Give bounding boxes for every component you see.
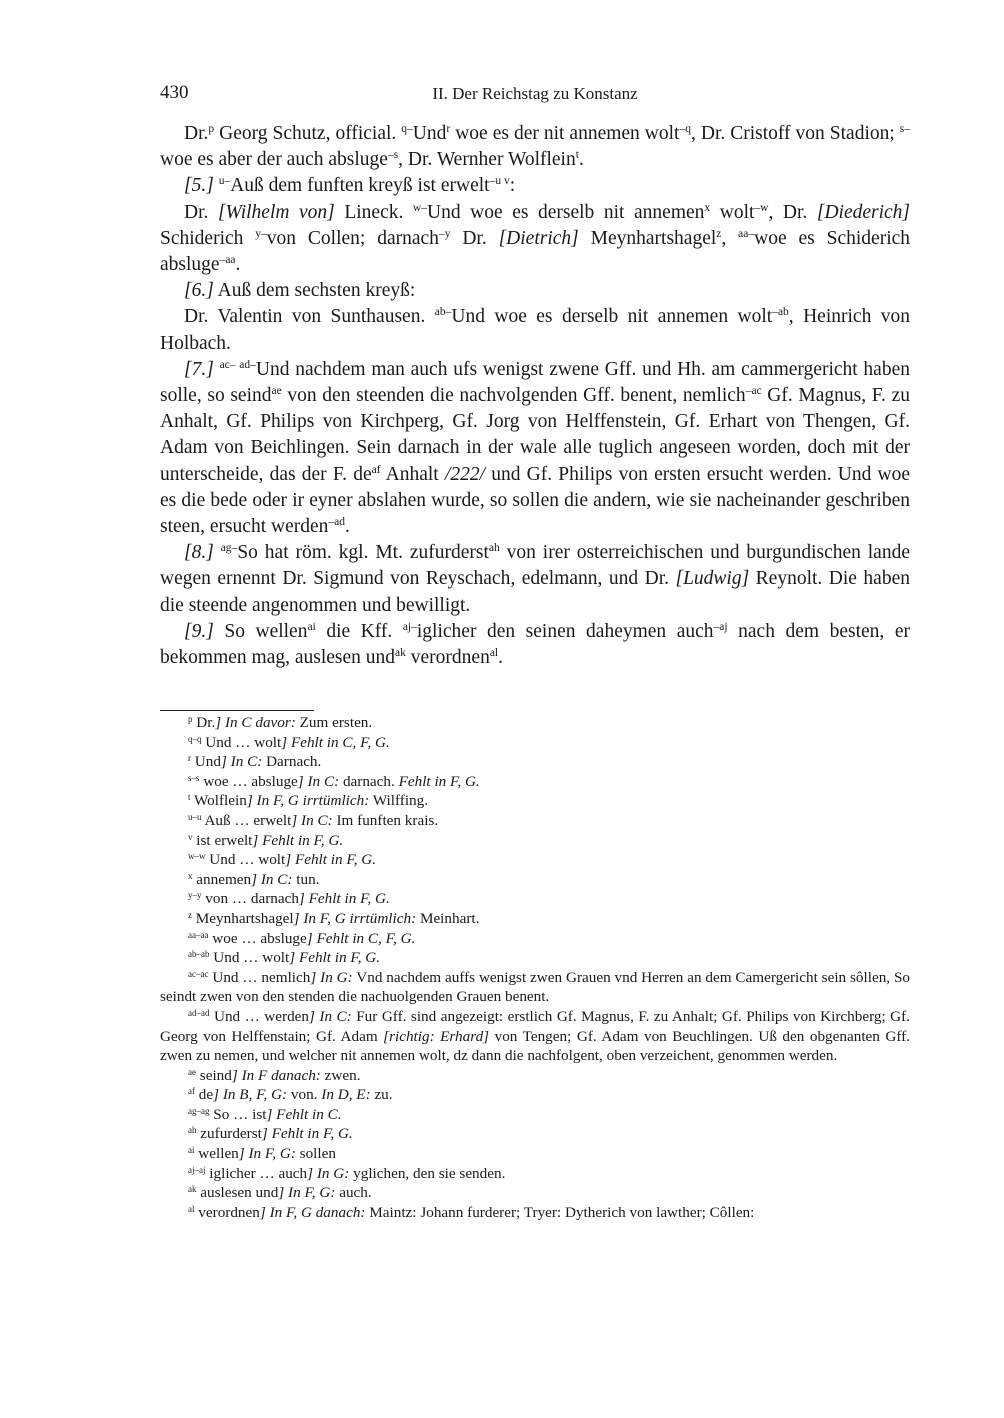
section-6-heading: [6.] Auß dem sechsten kreyß: xyxy=(184,280,416,302)
footnote-t: $^t$ Wolflein] In F, G irrtümlich: Wilffing. xyxy=(188,792,429,810)
paragraph-5: Dr. [Wilhelm von] Lineck. $^{w-}$Und woe es derselb nit annemen$^x$ wolt$^{-w}$, Dr. [Diederich] Schiderich $^{y-}$von Collen; darnach$^{-y}$ Dr. [Dietrich] Meynhartshagel$^z$, $^{aa-}$woe es Schiderich absluge$^{-aa}$. xyxy=(160,201,911,276)
footnote-q: $^{q-q}$ Und … wolt] Fehlt in C, F, G. xyxy=(188,733,390,751)
section-5-heading: [5.] $^{u-}$Auß dem funften kreyß ist erwelt$^{-u v}$: xyxy=(184,175,516,197)
section-number: [5.] xyxy=(184,175,214,197)
footnote-ae: $^{ae}$ seind] In F danach: zwen. xyxy=(188,1066,361,1084)
footnote-z: $^z$ Meynhartshagel] In F, G irrtümlich: Meinhart. xyxy=(188,909,480,927)
footnote-w: $^{w-w}$ Und … wolt] Fehlt in F, G. xyxy=(188,851,377,869)
footnote-s: $^{s-s}$ woe … absluge] In C: darnach. Fehlt in F, G. xyxy=(188,772,480,790)
footnote-x: $^x$ annemen] In C: tun. xyxy=(188,870,320,888)
section-number: [8.] xyxy=(184,542,214,564)
footnotes xyxy=(160,713,910,1222)
footnote-ai: $^{ai}$ wellen] In F, G: sollen xyxy=(188,1145,336,1163)
section-number: [7.] xyxy=(184,358,214,380)
paragraph-6: Dr. Valentin von Sunthausen. $^{ab-}$Und woe es derselb nit annemen wolt$^{-ab}$, Heinrich von Holbach. xyxy=(160,306,910,354)
page-number: 430 xyxy=(160,82,189,103)
footnote-aa: $^{aa-aa}$ woe … absluge] Fehlt in C, F, G. xyxy=(188,929,416,947)
footnote-p: $^p$ Dr.] In C davor: Zum ersten. xyxy=(188,714,373,731)
footnote-aj: $^{aj-aj}$ iglicher … auch] In G: yglichen, den sie senden. xyxy=(188,1164,506,1182)
footnote-ac: $^{ac-ac}$ Und … nemlich] In G: Vnd nachdem auffs wenigst zwen Grauen vnd Herren an dem Camergericht sein sôllen, So seindt zwen von den stenden die nachuolgenden Grauen benent. xyxy=(160,968,910,1006)
footnote-ah: $^{ah}$ zufurderst] Fehlt in F, G. xyxy=(188,1125,353,1143)
footnote-ad: $^{ad-ad}$ Und … werden] In C: Fur Gff. sind angezeigt: erstlich Gf. Magnus, F. zu Anhalt; Gf. Philips von Kirchberg; Gf. Georg von Helffenstain; Gf. Adam [richtig: Erhard] von Tengen; Gf. Adam von Beuchlingen. Uß den obgenanten Gff. zwen zu nemen, und welcher nit annemen wolt, dz dann die nachfolgent, oben verzeichent, genommen werden. xyxy=(160,1007,910,1065)
footnote-ag: $^{ag-ag}$ So … ist] Fehlt in C. xyxy=(188,1105,342,1123)
footnote-af: $^{af}$ de] In B, F, G: von. In D, E: zu. xyxy=(188,1086,393,1104)
footnote-v: $^v$ ist erwelt] Fehlt in F, G. xyxy=(188,831,344,849)
footnote-y: $^{y-y}$ von … darnach] Fehlt in F, G. xyxy=(188,890,390,908)
footnote-r: $^r$ Und] In C: Darnach. xyxy=(188,753,322,771)
running-head: II. Der Reichstag zu Konstanz xyxy=(432,84,638,103)
paragraph-8: [8.] $^{ag-}$So hat röm. kgl. Mt. zufurderst$^{ah}$ von irer osterreichischen und burgundischen lande wegen ernennt Dr. Sigmund von Reyschach, edelmann, und Dr. [Ludwig] Reynolt. Die haben die steende angenommen und bewilligt. xyxy=(160,542,910,616)
footnote-u: $^{u-u}$ Auß … erwelt] In C: Im funften krais. xyxy=(188,811,439,829)
section-number: [9.] xyxy=(184,620,214,642)
paragraph-4: Dr.$^p$ Georg Schutz, official. $^{q-}$Und$^r$ woe es der nit annemen wolt$^{-q}$, Dr. Cristoff von Stadion; $^{s-}$woe es aber der auch absluge$^{-s}$, Dr. Wernher Wolflein$^t$. xyxy=(160,123,911,171)
footnote-al: $^{al}$ verordnen] In F, G danach: Maintz: Johann furderer; Tryer: Dytherich von lawther; Côllen: xyxy=(188,1203,755,1221)
footnote-ak: $^{ak}$ auslesen und] In F, G: auch. xyxy=(188,1184,372,1202)
paragraph-9: [9.] So wellen$^{ai}$ die Kff. $^{aj-}$iglicher den seinen daheymen auch$^{-aj}$ nach dem besten, er bekommen mag, auslesen und$^{ak}$ verordnen$^{al}$. xyxy=(160,620,910,669)
footnote-ab: $^{ab-ab}$ Und … wolt] Fehlt in F, G. xyxy=(188,949,381,967)
section-number: [6.] xyxy=(184,280,214,302)
main-text xyxy=(160,121,910,671)
paragraph-7: [7.] $^{ac- ad-}$Und nachdem man auch ufs wenigst zwene Gff. und Hh. am cammergericht haben solle, so seind$^{ae}$ von den steenden die nachvolgenden Gff. benent, nemlich$^{-ac}$ Gf. Magnus, F. zu Anhalt, Gf. Philips von Kirchperg, Gf. Jorg von Helffenstein, Gf. Erhart von Thengen, Gf. Adam von Beichlingen. Sein darnach in der wale alle tuglich angeseen worden, doch mit der unterscheide, das der F. $de^{af}$ Anhalt /222/ und Gf. Philips von ersten ersucht werden. Und woe es die bede oder ir eyner abslahen wurde, so sollen die andern, wie sie nacheinander geschriben steen, ersucht werden$^{-ad}$. xyxy=(160,358,911,538)
page-header xyxy=(160,82,910,108)
footnote-divider xyxy=(160,710,314,711)
